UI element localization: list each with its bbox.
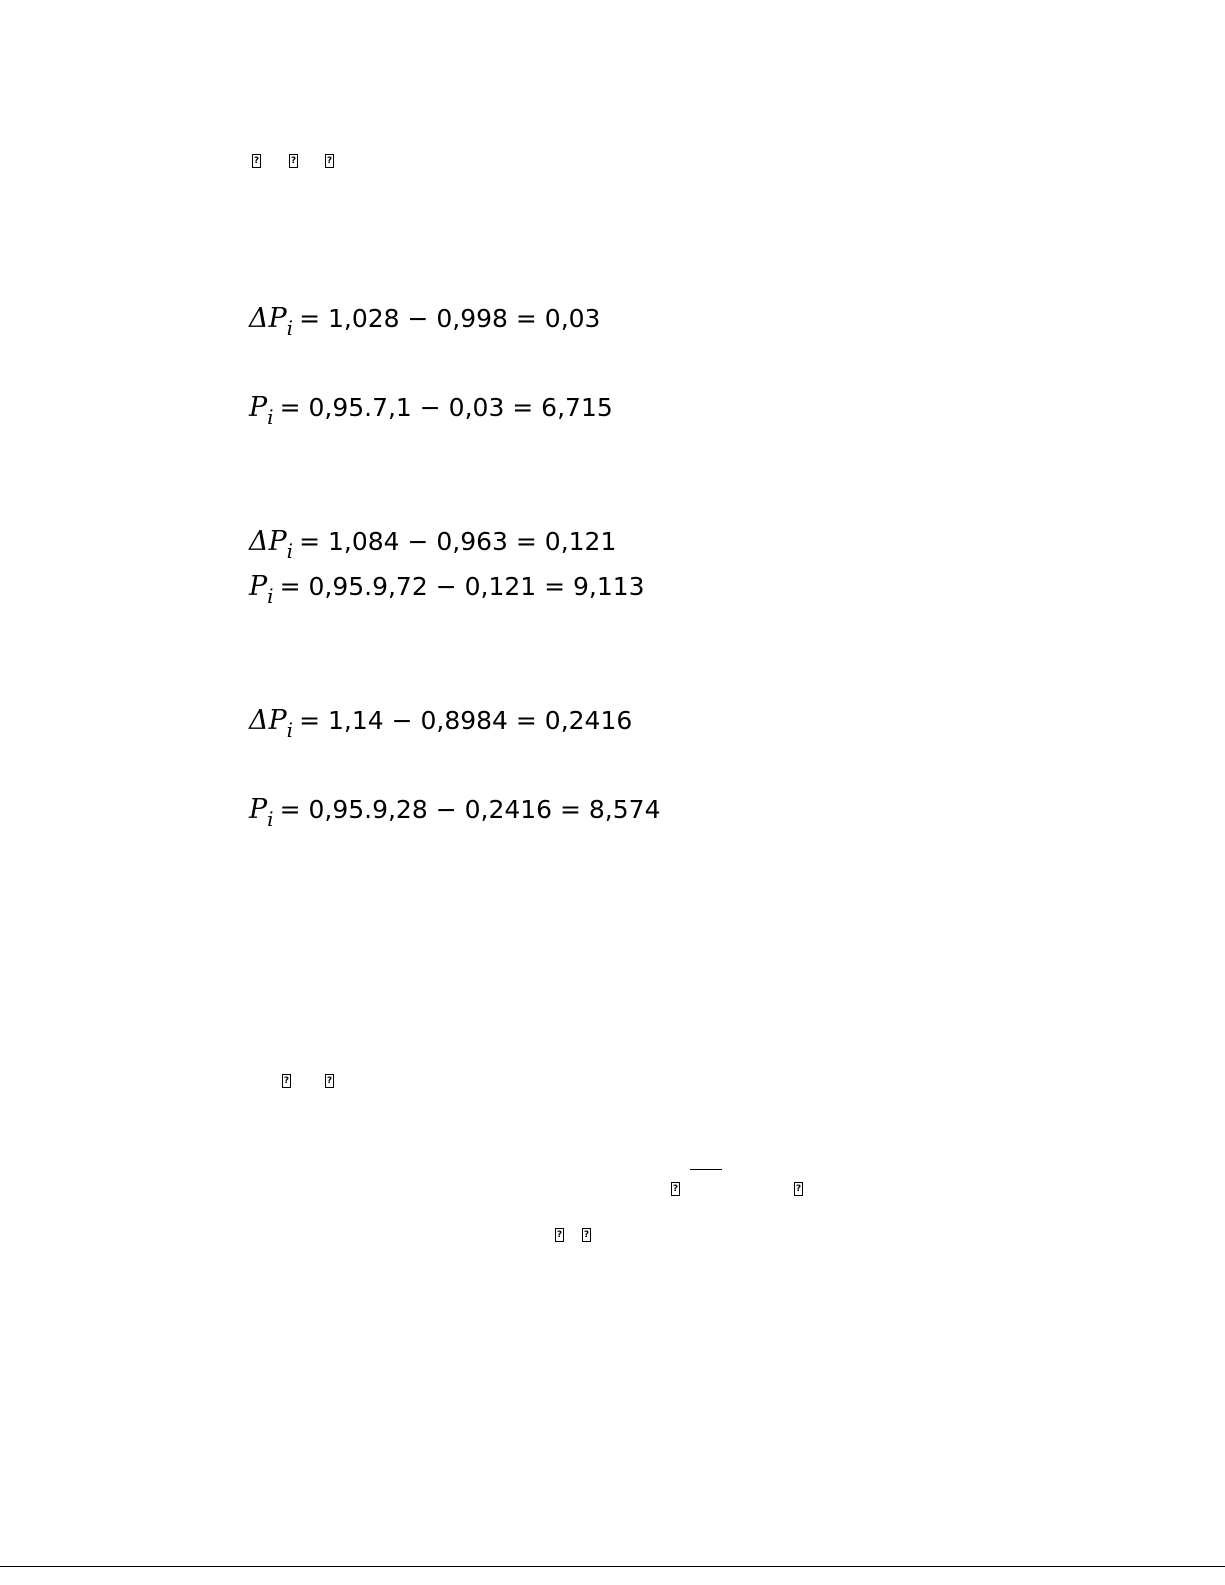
equation-variable: P — [249, 794, 268, 825]
equation-p-3 — [249, 793, 660, 836]
missing-glyph-icon: ? — [326, 156, 333, 166]
equation-rhs: = 0,95.9,28 − 0,2416 = 8,574 — [279, 795, 661, 824]
equation-variable: P — [249, 571, 268, 602]
missing-glyph-icon: ? — [795, 1184, 802, 1194]
equation-rhs: = 1,028 − 0,998 = 0,03 — [299, 304, 601, 333]
missing-glyph-icon: ? — [290, 156, 297, 166]
equation-subscript: i — [286, 316, 294, 340]
equation-rhs: = 1,084 − 0,963 = 0,121 — [299, 527, 617, 556]
equation-subscript: i — [267, 584, 274, 608]
equation-rhs: = 0,95.9,72 − 0,121 = 9,113 — [279, 572, 645, 601]
equation-delta-p-3 — [249, 704, 632, 747]
equation-subscript: i — [286, 539, 294, 563]
equation-delta-p-2 — [249, 525, 616, 568]
equation-subscript: i — [286, 718, 294, 742]
equation-variable: ΔP — [249, 526, 287, 557]
equation-rhs: = 0,95.7,1 − 0,03 = 6,715 — [279, 393, 613, 422]
page-bottom-rule — [0, 1566, 1225, 1567]
equation-p-2 — [249, 570, 645, 613]
missing-glyph-icon: ? — [672, 1184, 679, 1194]
equation-variable: ΔP — [249, 705, 287, 736]
missing-glyph-icon: ? — [326, 1076, 333, 1086]
equation-variable: P — [249, 392, 268, 423]
missing-glyph-icon: ? — [583, 1230, 590, 1240]
equation-delta-p-1 — [249, 302, 600, 345]
equation-subscript: i — [267, 807, 274, 831]
equation-rhs: = 1,14 − 0,8984 = 0,2416 — [299, 706, 633, 735]
missing-glyph-icon: ? — [556, 1230, 563, 1240]
missing-glyph-icon: ? — [253, 156, 260, 166]
equation-subscript: i — [267, 405, 274, 429]
missing-glyph-icon: ? — [283, 1076, 290, 1086]
equation-p-1 — [249, 391, 613, 434]
equation-variable: ΔP — [249, 303, 287, 334]
overline-bar — [690, 1169, 722, 1170]
